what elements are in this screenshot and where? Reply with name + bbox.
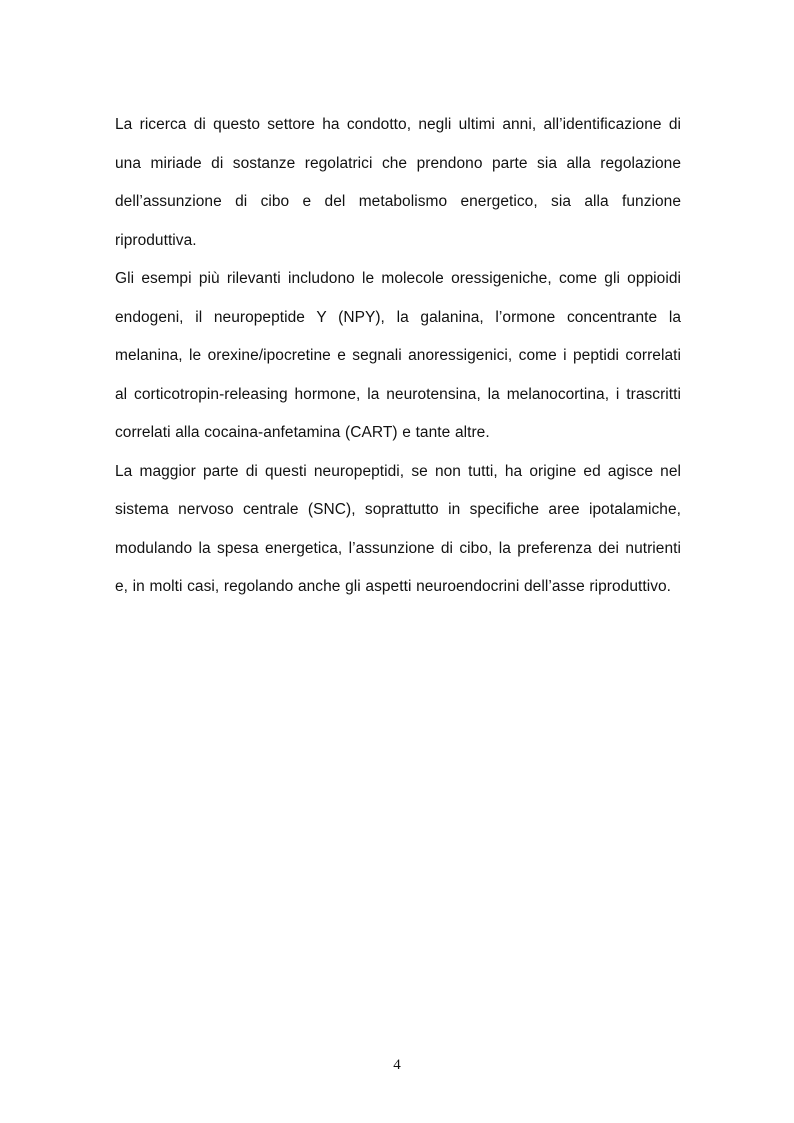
paragraph-1: La ricerca di questo settore ha condotto, negli ultimi anni, all’identificazione di una miriade di sostanze regolatrici che prendono parte sia alla regolazione dell’assunzione di cibo e del metabolismo energetico, sia alla funzione riproduttiva. [115, 116, 681, 249]
paragraph-2: Gli esempi più rilevanti includono le molecole oressigeniche, come gli oppioidi endogeni, il neuropeptide Y (NPY), la galanina, l’ormone concentrante la melanina, le orexine/ipocretine e segnali anoressigenici, come i peptidi correlati al corticotropin-releasing hormone, la neurotensina, la melanocortina, i trascritti correlati alla cocaina-anfetamina (CART) e tante altre. [115, 270, 681, 441]
paragraph-3: La maggior parte di questi neuropeptidi, se non tutti, ha origine ed agisce nel sistema nervoso centrale (SNC), soprattutto in specifiche aree ipotalamiche, modulando la spesa energetica, l’assunzione di cibo, la preferenza dei nutrienti e, in molti casi, regolando anche gli aspetti neuroendocrini dell’asse riproduttivo. [115, 462, 681, 595]
body-text [115, 106, 681, 607]
page-number: 4 [393, 1057, 401, 1073]
